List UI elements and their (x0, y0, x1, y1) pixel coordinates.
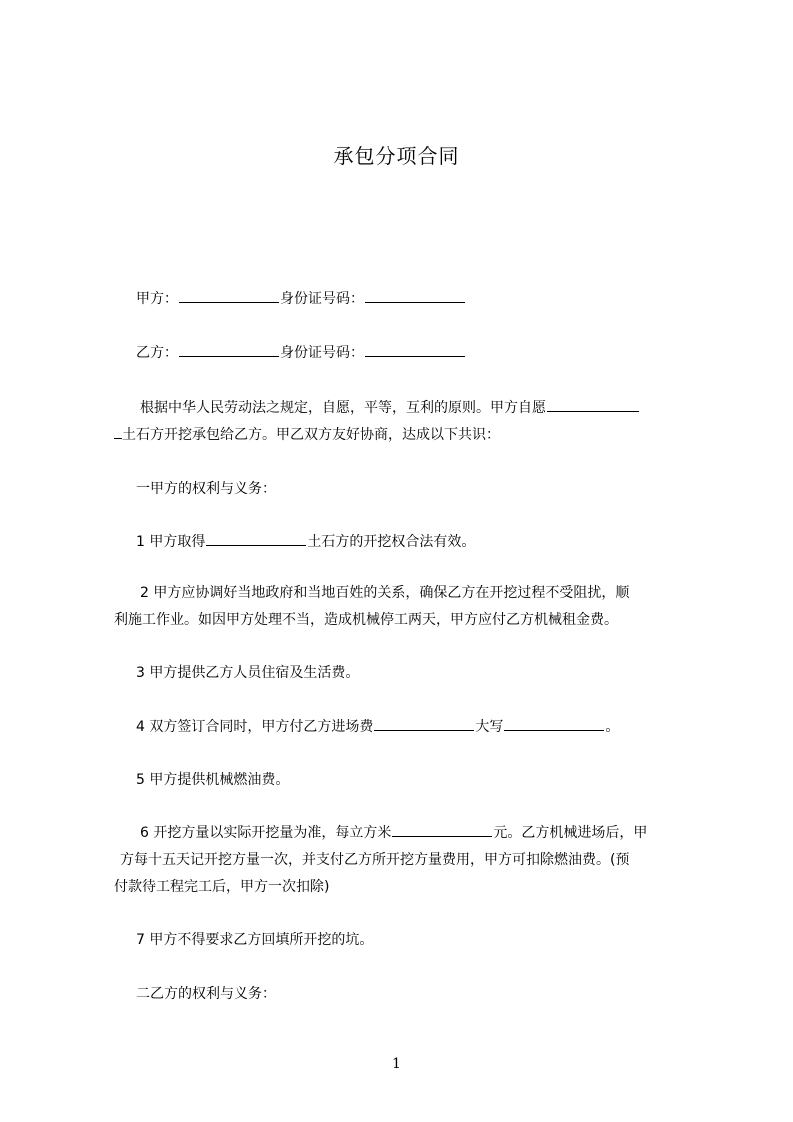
page-number: 1 (392, 1056, 401, 1072)
document-title: 承包分项合同 (333, 144, 460, 168)
clause-6-text-1: 6 开挖方量以实际开挖量为准，每立方米 (140, 825, 392, 841)
intro-blank-tail (114, 423, 122, 439)
clause-6-price-blank (392, 821, 492, 837)
clause-6-line-2: 方每十五天记开挖方量一次，并支付乙方所开挖方量费用，甲方可扣除燃油费。(预 (120, 852, 630, 868)
clause-2-line-1: 2 甲方应协调好当地政府和当地百姓的关系，确保乙方在开挖过程不受阻扰，顺 (140, 585, 630, 601)
clause-4-text-1: 4 双方签订合同时，甲方付乙方进场费 (136, 719, 374, 735)
clause-1 (136, 529, 726, 556)
clause-4 (136, 714, 726, 741)
intro-text-1: 根据中华人民劳动法之规定，自愿，平等，互利的原则。甲方自愿 (140, 400, 546, 416)
clause-6-text-2: 元。乙方机械进场后，甲 (493, 825, 648, 841)
clause-1-text-2: 土石方的开挖权合法有效。 (307, 534, 476, 550)
clause-5: 5 甲方提供机械燃油费。 (136, 772, 290, 788)
party-b-id-label: 身份证号码： (280, 345, 364, 361)
party-b-label: 乙方： (136, 345, 178, 361)
clause-1-blank (206, 530, 306, 546)
party-a-id-label: 身份证号码： (280, 291, 364, 307)
party-a-label: 甲方： (136, 291, 178, 307)
section-1-heading: 一甲方的权利与义务： (136, 481, 276, 497)
clause-4-amount-blank (374, 715, 474, 731)
party-a-line (136, 286, 726, 313)
clause-4-words-blank (504, 715, 604, 731)
party-a-id-blank (365, 287, 465, 303)
clause-7: 7 甲方不得要求乙方回填所开挖的坑。 (136, 932, 374, 948)
intro-text-2: 土石方开挖承包给乙方。甲乙双方友好协商，达成以下共识： (122, 427, 500, 443)
party-a-name-blank (179, 287, 279, 303)
party-b-line (136, 340, 726, 367)
clause-6-line-1 (140, 820, 730, 847)
intro-blank (547, 396, 639, 412)
intro-line-2 (114, 422, 704, 449)
clause-4-text-2: 大写 (475, 719, 504, 735)
clause-6-line-3: 付款待工程完工后，甲方一次扣除) (114, 879, 330, 895)
party-b-id-blank (365, 341, 465, 357)
clause-1-text-1: 1 甲方取得 (136, 534, 206, 550)
clause-4-text-3: 。 (605, 719, 620, 735)
section-2-heading: 二乙方的权利与义务： (136, 986, 276, 1002)
party-b-name-blank (179, 341, 279, 357)
clause-2-line-2: 利施工作业。如因甲方处理不当，造成机械停工两天，甲方应付乙方机械租金费。 (114, 612, 618, 628)
clause-3: 3 甲方提供乙方人员住宿及生活费。 (136, 665, 360, 681)
intro-line-1 (140, 395, 730, 422)
